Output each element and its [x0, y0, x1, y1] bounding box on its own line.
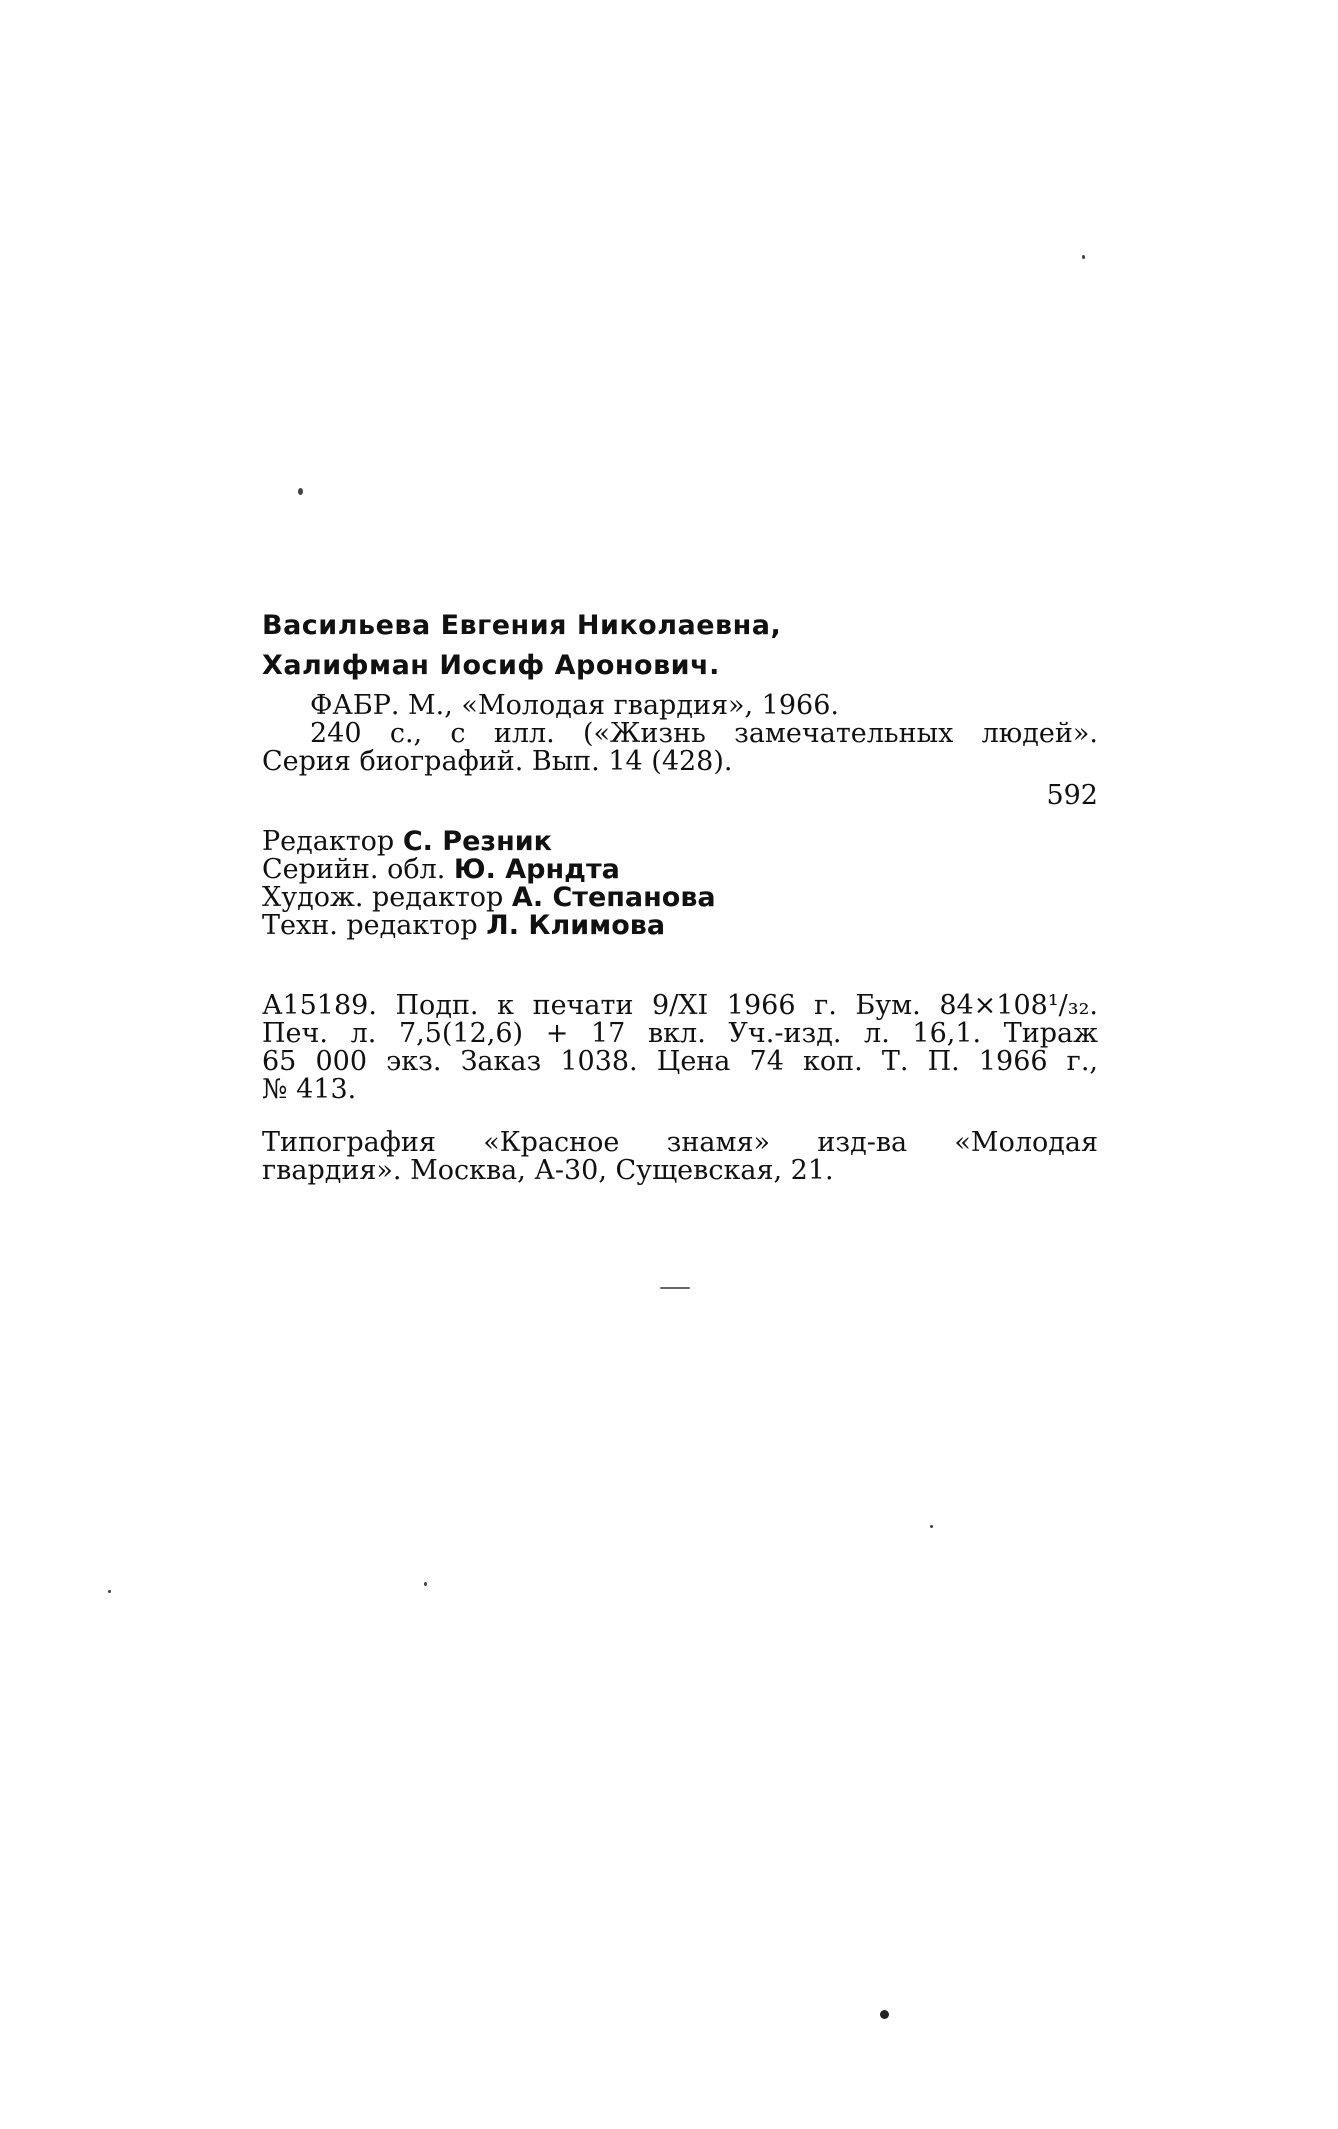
scan-speck [660, 1287, 690, 1289]
scan-speck [424, 1582, 427, 1586]
imprint-block [262, 606, 1098, 1185]
printer-info [262, 1129, 1098, 1185]
credit-tech-editor [262, 912, 1098, 940]
title-line: ФАБР. М., «Молодая гвардия», 1966. [310, 690, 839, 721]
credit-name: А. Степанова [511, 882, 716, 913]
printer-line: Типография «Красное знамя» изд-ва «Молодая [262, 1127, 1098, 1158]
credit-cover [262, 856, 1098, 884]
author-name: Васильева Евгения Николаевна, [262, 610, 782, 641]
credit-art-editor [262, 884, 1098, 912]
series-line: Серия биографий. Вып. 14 (428). [262, 746, 733, 777]
credit-name: С. Резник [402, 826, 552, 857]
author-name: Халифман Иосиф Аронович. [262, 650, 720, 681]
credit-name: Ю. Арндта [453, 854, 620, 885]
authors-heading [262, 606, 1098, 686]
credit-editor [262, 828, 1098, 856]
classification-code: 592 [1046, 780, 1098, 811]
credit-role: Техн. редактор [262, 910, 487, 941]
book-description [262, 692, 1098, 810]
publication-data [262, 992, 1098, 1104]
credits-list [262, 828, 1098, 940]
pubdata-line: Печ. л. 7,5(12,6) + 17 вкл. Уч.-изд. л. 16,1. Тираж [262, 1018, 1098, 1049]
credit-name: Л. Климова [486, 910, 666, 941]
printer-line: гвардия». Москва, А-30, Сущевская, 21. [262, 1155, 834, 1186]
credit-role: Редактор [262, 826, 403, 857]
scan-speck [930, 1525, 933, 1528]
pages-line: 240 с., с илл. («Жизнь замечательных людей». [310, 718, 1098, 749]
pubdata-line: 65 000 экз. Заказ 1038. Цена 74 коп. Т. П. 1966 г., [262, 1046, 1098, 1077]
scan-speck [298, 488, 303, 495]
scan-speck [108, 1590, 111, 1593]
credit-role: Серийн. обл. [262, 854, 454, 885]
credit-role: Худож. редактор [262, 882, 512, 913]
scan-speck [1082, 255, 1085, 259]
scan-speck [880, 2010, 889, 2019]
pubdata-line: А15189. Подп. к печати 9/XI 1966 г. Бум. 84×108¹/₃₂. [262, 990, 1098, 1021]
pubdata-line: № 413. [262, 1074, 357, 1105]
